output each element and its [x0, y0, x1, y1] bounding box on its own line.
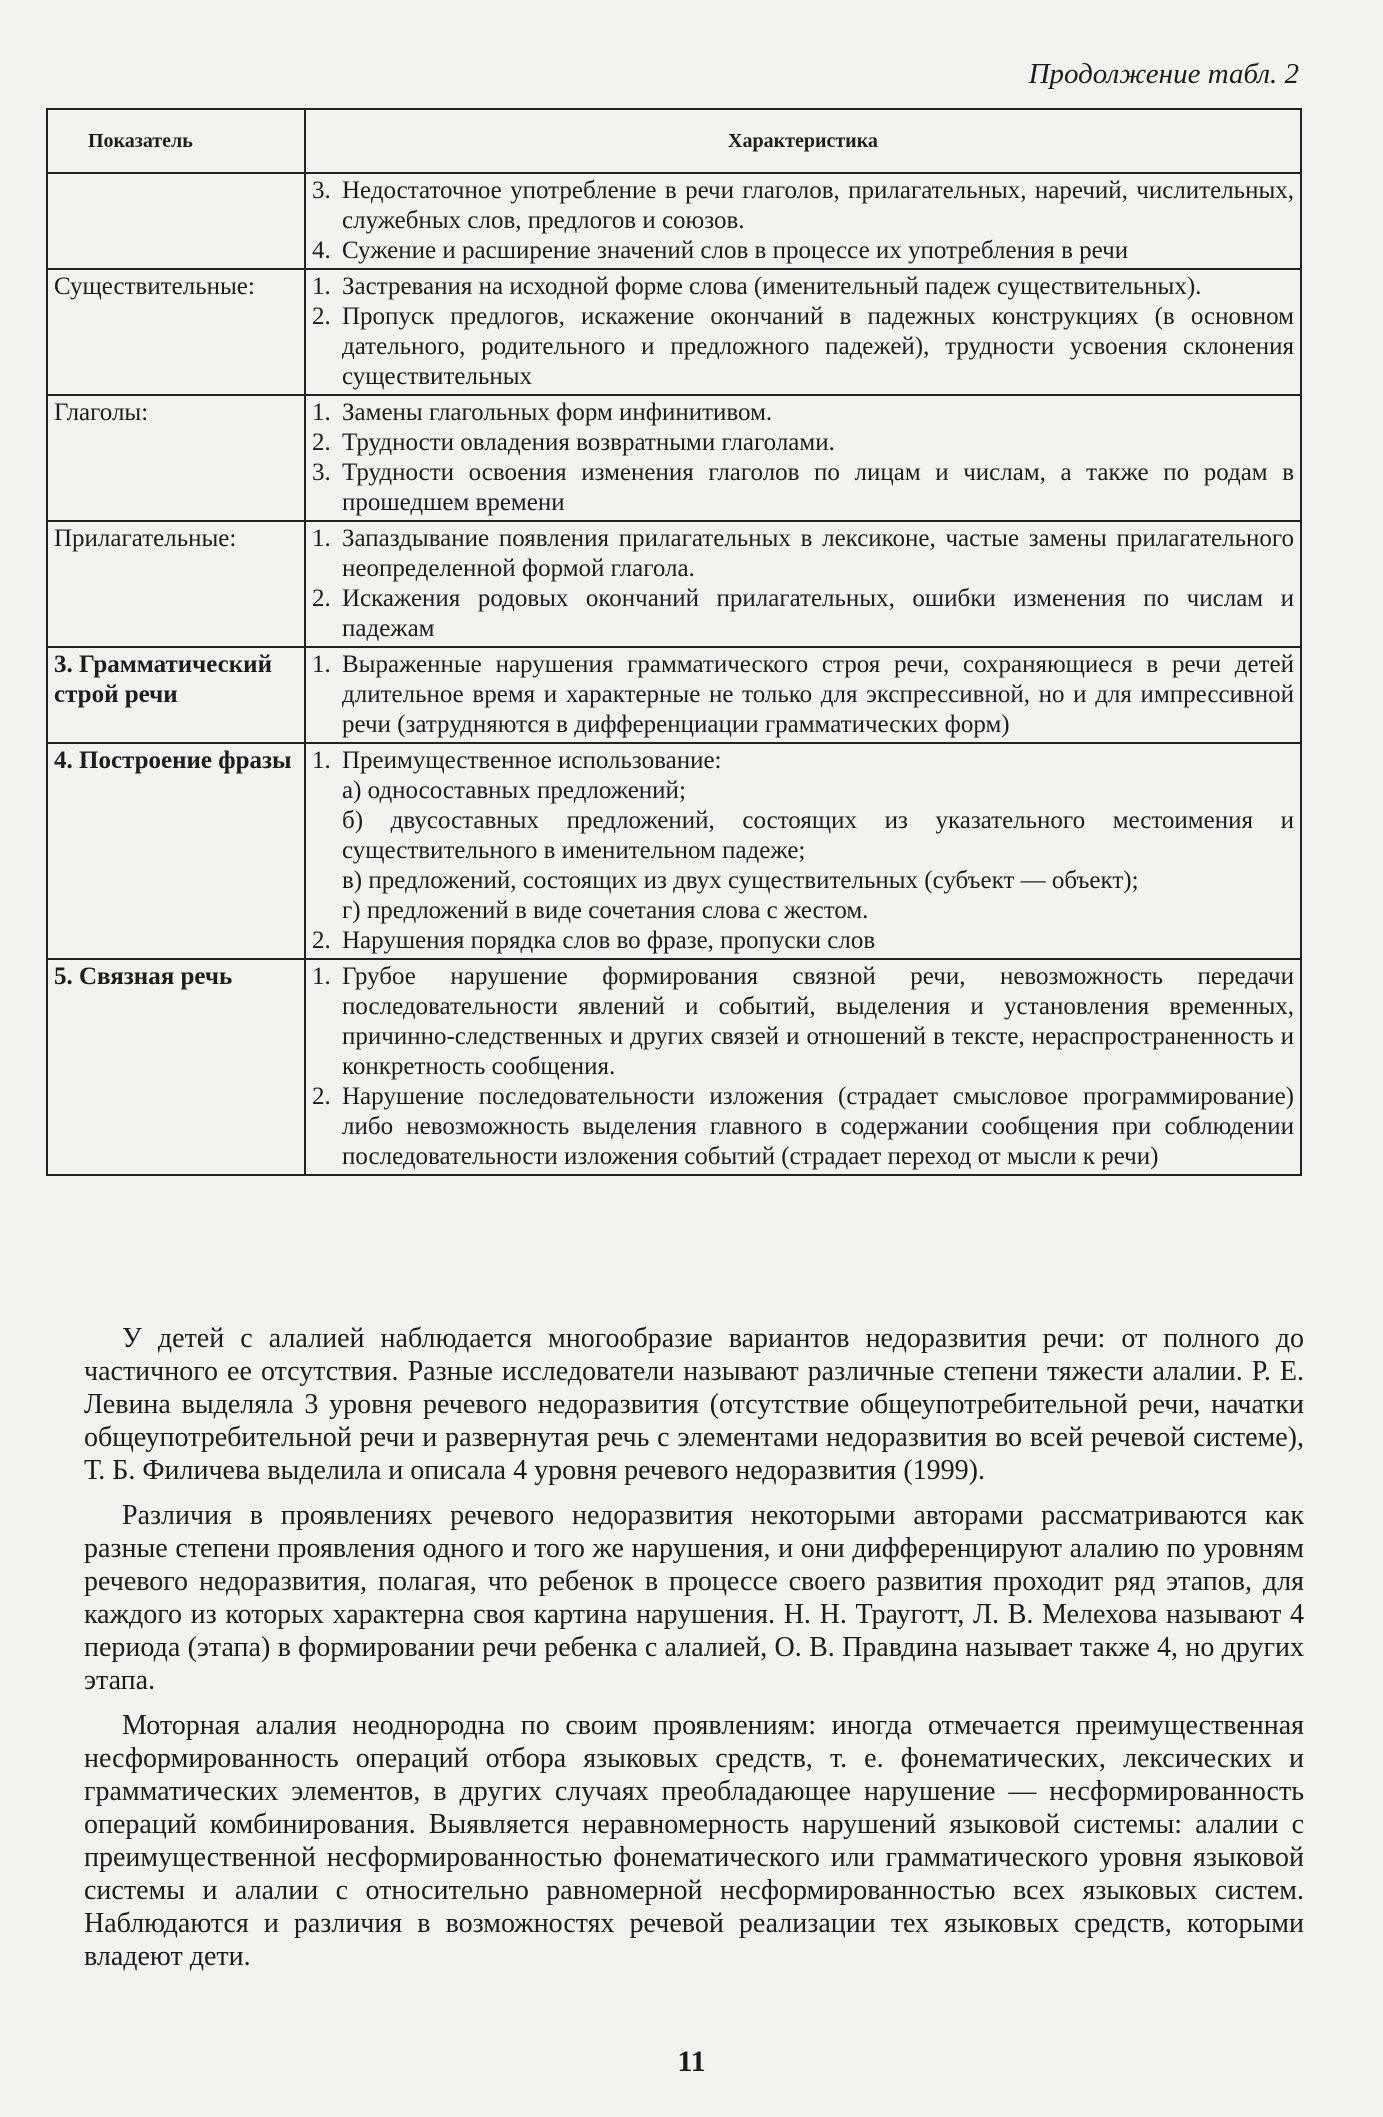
item-text: Трудности овладения возвратными глаголами.: [342, 429, 835, 456]
item-text: Трудности освоения изменения глаголов по лицам и числам, а также по родам в прошедшем времени: [342, 459, 1294, 516]
characteristic-cell: [305, 743, 1301, 959]
item-number: 1.: [312, 747, 331, 774]
characteristic-cell: [305, 269, 1301, 395]
characteristic-cell: [305, 395, 1301, 521]
list-item: [312, 398, 1294, 428]
paragraph: Моторная алалия неоднородна по своим проявлениям: иногда отмечается преимущественная несформированность операций отбора языковых средств, т. е. фонематических, лексических и грамматических элементов, в других случаях преобладающее нарушение — несформированность операций комбинирования. Выявляется неравномерность нарушений языковой системы: алалии с преимущественной несформированностью фонематического или грамматического уровня языковой системы и алалии с относительно равномерной несформированностью всех языковых систем. Наблюдаются и различия в возможностях речевой реализации тех языковых средств, которыми владеют дети.: [84, 1710, 1304, 1972]
list-item: [312, 176, 1294, 236]
list-item: [312, 926, 1294, 956]
item-number: 2.: [312, 429, 331, 456]
body-text: [84, 1322, 1304, 1985]
characteristic-cell: [305, 647, 1301, 743]
table-header-row: [47, 109, 1301, 173]
list-item: [312, 1082, 1294, 1172]
item-number: 1.: [312, 525, 331, 552]
item-text: Выраженные нарушения грамматического строя речи, сохраняющиеся в речи детей длительное время и характерные не только для экспрессивной, но и для импрессивной речи (затрудняются в дифференциации грамматических форм): [342, 651, 1294, 738]
item-text: Пропуск предлогов, искажение окончаний в падежных конструкциях (в основном дательного, родительного и предложного падежей), трудности усвоения склонения существительных: [342, 303, 1294, 390]
item-number: 1.: [312, 273, 331, 300]
indicator-cell: Существительные:: [47, 269, 305, 395]
item-number: 4.: [312, 237, 331, 264]
paragraph: Различия в проявлениях речевого недоразвития некоторыми авторами рассматриваются как разные степени проявления одного и того же нарушения, и они дифференцируют алалию по уровням речевого недоразвития, полагая, что ребенок в процессе своего развития проходит ряд этапов, для каждого из которых характерна своя картина нарушения. Н. Н. Трауготт, Л. В. Мелехова называют 4 периода (этапа) в формировании речи ребенка с алалией, О. В. Правдина называет также 4, но других этапа.: [84, 1500, 1304, 1696]
table-row: [47, 647, 1301, 743]
item-text: Преимущественное использование:: [342, 747, 722, 774]
list-item: [312, 458, 1294, 518]
item-number: 1.: [312, 399, 331, 426]
table-row: [47, 959, 1301, 1175]
list-item: [312, 302, 1294, 392]
item-text: Искажения родовых окончаний прилагательных, ошибки изменения по числам и падежам: [342, 585, 1294, 642]
item-text: Недостаточное употребление в речи глаголов, прилагательных, наречий, числительных, служебных слов, предлогов и союзов.: [342, 177, 1294, 234]
item-number: 3.: [312, 459, 331, 486]
indicator-cell: 3. Грамматический строй речи: [47, 647, 305, 743]
list-item: [312, 962, 1294, 1082]
table-row: [47, 269, 1301, 395]
item-text: Нарушения порядка слов во фразе, пропуски слов: [342, 927, 876, 954]
item-number: 1.: [312, 651, 331, 678]
column-header-indicator: Показатель: [47, 109, 305, 173]
list-item: [312, 428, 1294, 458]
item-text: Нарушение последовательности изложения (страдает смысловое программирование) либо невозможность выделения главного в содержании сообщения при соблюдении последовательности изложения событий (страдает переход от мысли к речи): [342, 1083, 1294, 1170]
item-number: 2.: [312, 303, 331, 330]
column-header-characteristic: Характеристика: [305, 109, 1301, 173]
table-row: [47, 521, 1301, 647]
item-text: Замены глагольных форм инфинитивом.: [342, 399, 773, 426]
item-number: 2.: [312, 927, 331, 954]
list-item: [312, 272, 1294, 302]
list-item: [312, 746, 1294, 776]
indicator-cell: [47, 173, 305, 269]
item-number: 2.: [312, 585, 331, 612]
item-number: 3.: [312, 177, 331, 204]
sub-item: г) предложений в виде сочетания слова с жестом.: [342, 897, 869, 924]
sub-item: б) двусоставных предложений, состоящих из указательного местоимения и существительного в именительном падеже;: [342, 807, 1294, 864]
table-row: [47, 395, 1301, 521]
list-item: [312, 650, 1294, 740]
page-number: 11: [677, 2045, 706, 2078]
item-text: Застревания на исходной форме слова (именительный падеж существительных).: [342, 273, 1202, 300]
list-item: [312, 236, 1294, 266]
indicator-cell: Глаголы:: [47, 395, 305, 521]
list-item: [312, 524, 1294, 584]
item-number: 2.: [312, 1083, 331, 1110]
item-number: 1.: [312, 963, 331, 990]
sub-item: а) односоставных предложений;: [342, 777, 686, 804]
indicator-cell: Прилагательные:: [47, 521, 305, 647]
paragraph: У детей с алалией наблюдается многообразие вариантов недоразвития речи: от полного до частичного ее отсутствия. Разные исследователи называют различные степени тяжести алалии. Р. Е. Левина выделяла 3 уровня речевого недоразвития (отсутствие общеупотребительной речи, начатки общеупотребительной речи и развернутая речь с элементами недоразвития во всей речевой системе), Т. Б. Филичева выделила и описала 4 уровня речевого недоразвития (1999).: [84, 1323, 1304, 1486]
table-row: [47, 743, 1301, 959]
table-row: [47, 173, 1301, 269]
list-item: [312, 584, 1294, 644]
item-text: Запаздывание появления прилагательных в лексиконе, частые замены прилагательного неопределенной формой глагола.: [342, 525, 1294, 582]
sub-item: в) предложений, состоящих из двух существительных (субъект — объект);: [342, 867, 1139, 894]
indicator-cell: 4. Построение фразы: [47, 743, 305, 959]
characteristic-cell: [305, 521, 1301, 647]
characteristic-cell: [305, 173, 1301, 269]
item-text: Сужение и расширение значений слов в процессе их употребления в речи: [342, 237, 1129, 264]
indicator-cell: 5. Связная речь: [47, 959, 305, 1175]
characteristic-cell: [305, 959, 1301, 1175]
item-text: Грубое нарушение формирования связной речи, невозможность передачи последовательности явлений и событий, выделения и установления временных, причинно-следственных и других связей и отношений в тексте, нераспространенность и конкретность сообщения.: [342, 963, 1294, 1080]
table-continuation-caption: Продолжение табл. 2: [1028, 58, 1299, 90]
characteristics-table: [46, 108, 1302, 1176]
